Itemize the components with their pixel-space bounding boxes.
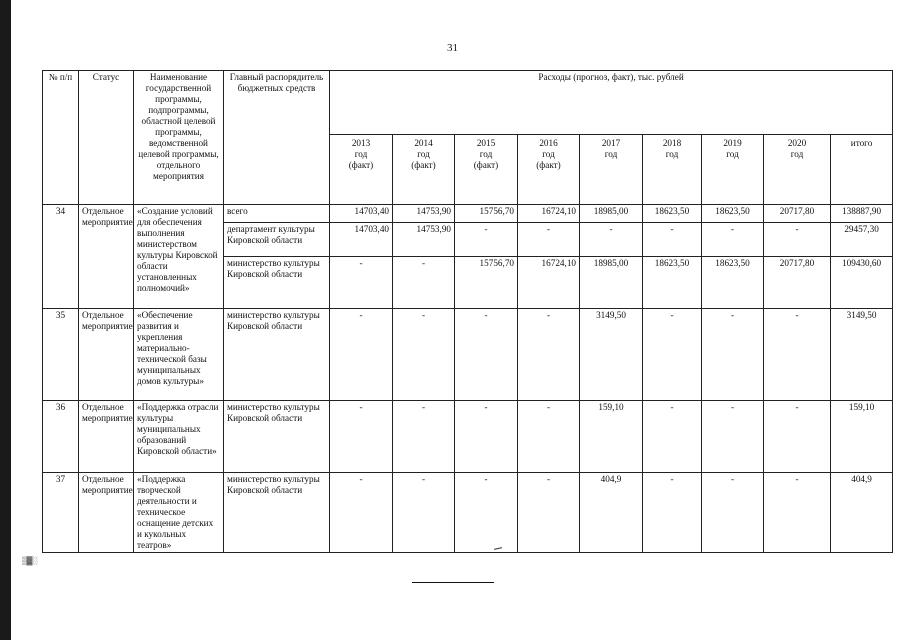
value-cell: -: [330, 401, 393, 473]
row-status: Отдельное мероприятие: [79, 205, 134, 309]
year-label: 2019: [723, 138, 742, 148]
value-cell: -: [518, 473, 580, 553]
table-row: [43, 309, 893, 401]
value-cell: 18623,50: [702, 257, 764, 309]
bottom-rule: [412, 582, 494, 583]
value-cell: -: [643, 401, 702, 473]
value-cell: -: [455, 309, 518, 401]
value-cell: 29457,30: [831, 223, 893, 257]
value-cell: 15756,70: [455, 205, 518, 223]
header-status: Статус: [79, 71, 134, 205]
year-header: [580, 135, 643, 205]
value-cell: 18623,50: [702, 205, 764, 223]
year-header: [702, 135, 764, 205]
value-cell: -: [702, 309, 764, 401]
year-label: 2016: [539, 138, 558, 148]
row-number: 36: [43, 401, 79, 473]
value-cell: -: [455, 223, 518, 257]
row-status: Отдельное мероприятие: [79, 473, 134, 553]
value-cell: 18985,00: [580, 257, 643, 309]
year-header: [764, 135, 831, 205]
year-label: 2013: [351, 138, 371, 148]
value-cell: -: [643, 223, 702, 257]
value-cell: 20717,80: [764, 205, 831, 223]
row-admin: министерство культуры Кировской области: [224, 473, 330, 553]
value-cell: -: [330, 309, 393, 401]
value-cell: -: [518, 309, 580, 401]
value-cell: 14753,90: [393, 205, 455, 223]
scan-stamp: ▒▓░: [22, 556, 37, 565]
value-cell: 3149,50: [580, 309, 643, 401]
value-cell: 159,10: [580, 401, 643, 473]
value-cell: -: [518, 401, 580, 473]
year-label: 2014: [414, 138, 433, 148]
value-cell: 18623,50: [643, 257, 702, 309]
row-name: «Создание условий для обеспечения выполнения министерством культуры Кировской области установленных полномочий»: [134, 205, 224, 309]
year-header: [393, 135, 455, 205]
table-row: [43, 401, 893, 473]
value-cell: 15756,70: [455, 257, 518, 309]
year-word: год: [417, 149, 430, 159]
value-cell: -: [518, 223, 580, 257]
value-cell: 20717,80: [764, 257, 831, 309]
value-cell: -: [702, 401, 764, 473]
year-label: 2015: [476, 138, 496, 148]
header-spending: Расходы (прогноз, факт), тыс. рублей: [330, 71, 893, 135]
year-word: год: [354, 149, 368, 159]
value-cell: 3149,50: [831, 309, 893, 401]
value-cell: 16724,10: [518, 257, 580, 309]
row-number: 35: [43, 309, 79, 401]
value-cell: 404,9: [831, 473, 893, 553]
row-number: 34: [43, 205, 79, 309]
value-cell: -: [702, 223, 764, 257]
year-header: [518, 135, 580, 205]
value-cell: -: [330, 473, 393, 553]
row-admin: департамент культуры Кировской области: [224, 223, 330, 257]
value-cell: -: [393, 401, 455, 473]
row-name: «Обеспечение развития и укрепления материально-технической базы муниципальных домов культуры»: [134, 309, 224, 401]
year-label: 2020: [787, 138, 807, 148]
value-cell: -: [702, 473, 764, 553]
value-cell: -: [764, 223, 831, 257]
header-row: [43, 71, 893, 135]
year-word: год: [479, 149, 493, 159]
year-word: год: [542, 149, 555, 159]
header-name: Наименование государственной программы, подпрограммы, областной целевой программы, ведомственной целевой программы, отдельного мероприятия: [134, 71, 224, 205]
page-number: 31: [447, 42, 458, 54]
row-status: Отдельное мероприятие: [79, 309, 134, 401]
value-cell: -: [393, 473, 455, 553]
value-cell: 14703,40: [330, 205, 393, 223]
value-cell: -: [643, 309, 702, 401]
year-word: год: [726, 149, 739, 159]
value-cell: 18985,00: [580, 205, 643, 223]
year-note: (факт): [473, 160, 499, 170]
value-cell: 159,10: [831, 401, 893, 473]
table-row: [43, 205, 893, 223]
row-status: Отдельное мероприятие: [79, 401, 134, 473]
value-cell: 18623,50: [643, 205, 702, 223]
year-note: (факт): [348, 160, 374, 170]
header-num: № п/п: [43, 71, 79, 205]
row-admin: министерство культуры Кировской области: [224, 309, 330, 401]
value-cell: -: [330, 257, 393, 309]
year-word: год: [790, 149, 804, 159]
year-word: год: [665, 149, 679, 159]
value-cell: -: [764, 309, 831, 401]
value-cell: -: [764, 473, 831, 553]
year-label: 2017: [601, 138, 621, 148]
budget-table: [42, 70, 893, 553]
year-label: 2018: [662, 138, 682, 148]
value-cell: -: [580, 223, 643, 257]
year-header: [643, 135, 702, 205]
year-header: [455, 135, 518, 205]
scan-edge: [0, 0, 11, 640]
row-name: «Поддержка отрасли культуры муниципальных образований Кировской области»: [134, 401, 224, 473]
value-cell: -: [764, 401, 831, 473]
value-cell: -: [393, 309, 455, 401]
year-note: (факт): [411, 160, 436, 170]
header-admin: Главный распорядитель бюджетных средств: [224, 71, 330, 205]
value-cell: -: [643, 473, 702, 553]
row-name: «Поддержка творческой деятельности и техническое оснащение детских и кукольных театров»: [134, 473, 224, 553]
total-header: итого: [831, 135, 893, 205]
year-header: [330, 135, 393, 205]
value-cell: -: [455, 473, 518, 553]
value-cell: 109430,60: [831, 257, 893, 309]
value-cell: -: [455, 401, 518, 473]
value-cell: 404,9: [580, 473, 643, 553]
row-number: 37: [43, 473, 79, 553]
value-cell: 138887,90: [831, 205, 893, 223]
table-row: [43, 473, 893, 553]
value-cell: 14703,40: [330, 223, 393, 257]
year-word: год: [604, 149, 618, 159]
value-cell: -: [393, 257, 455, 309]
row-admin: министерство культуры Кировской области: [224, 257, 330, 309]
year-note: (факт): [536, 160, 561, 170]
row-admin: всего: [224, 205, 330, 223]
value-cell: 16724,10: [518, 205, 580, 223]
row-admin: министерство культуры Кировской области: [224, 401, 330, 473]
value-cell: 14753,90: [393, 223, 455, 257]
